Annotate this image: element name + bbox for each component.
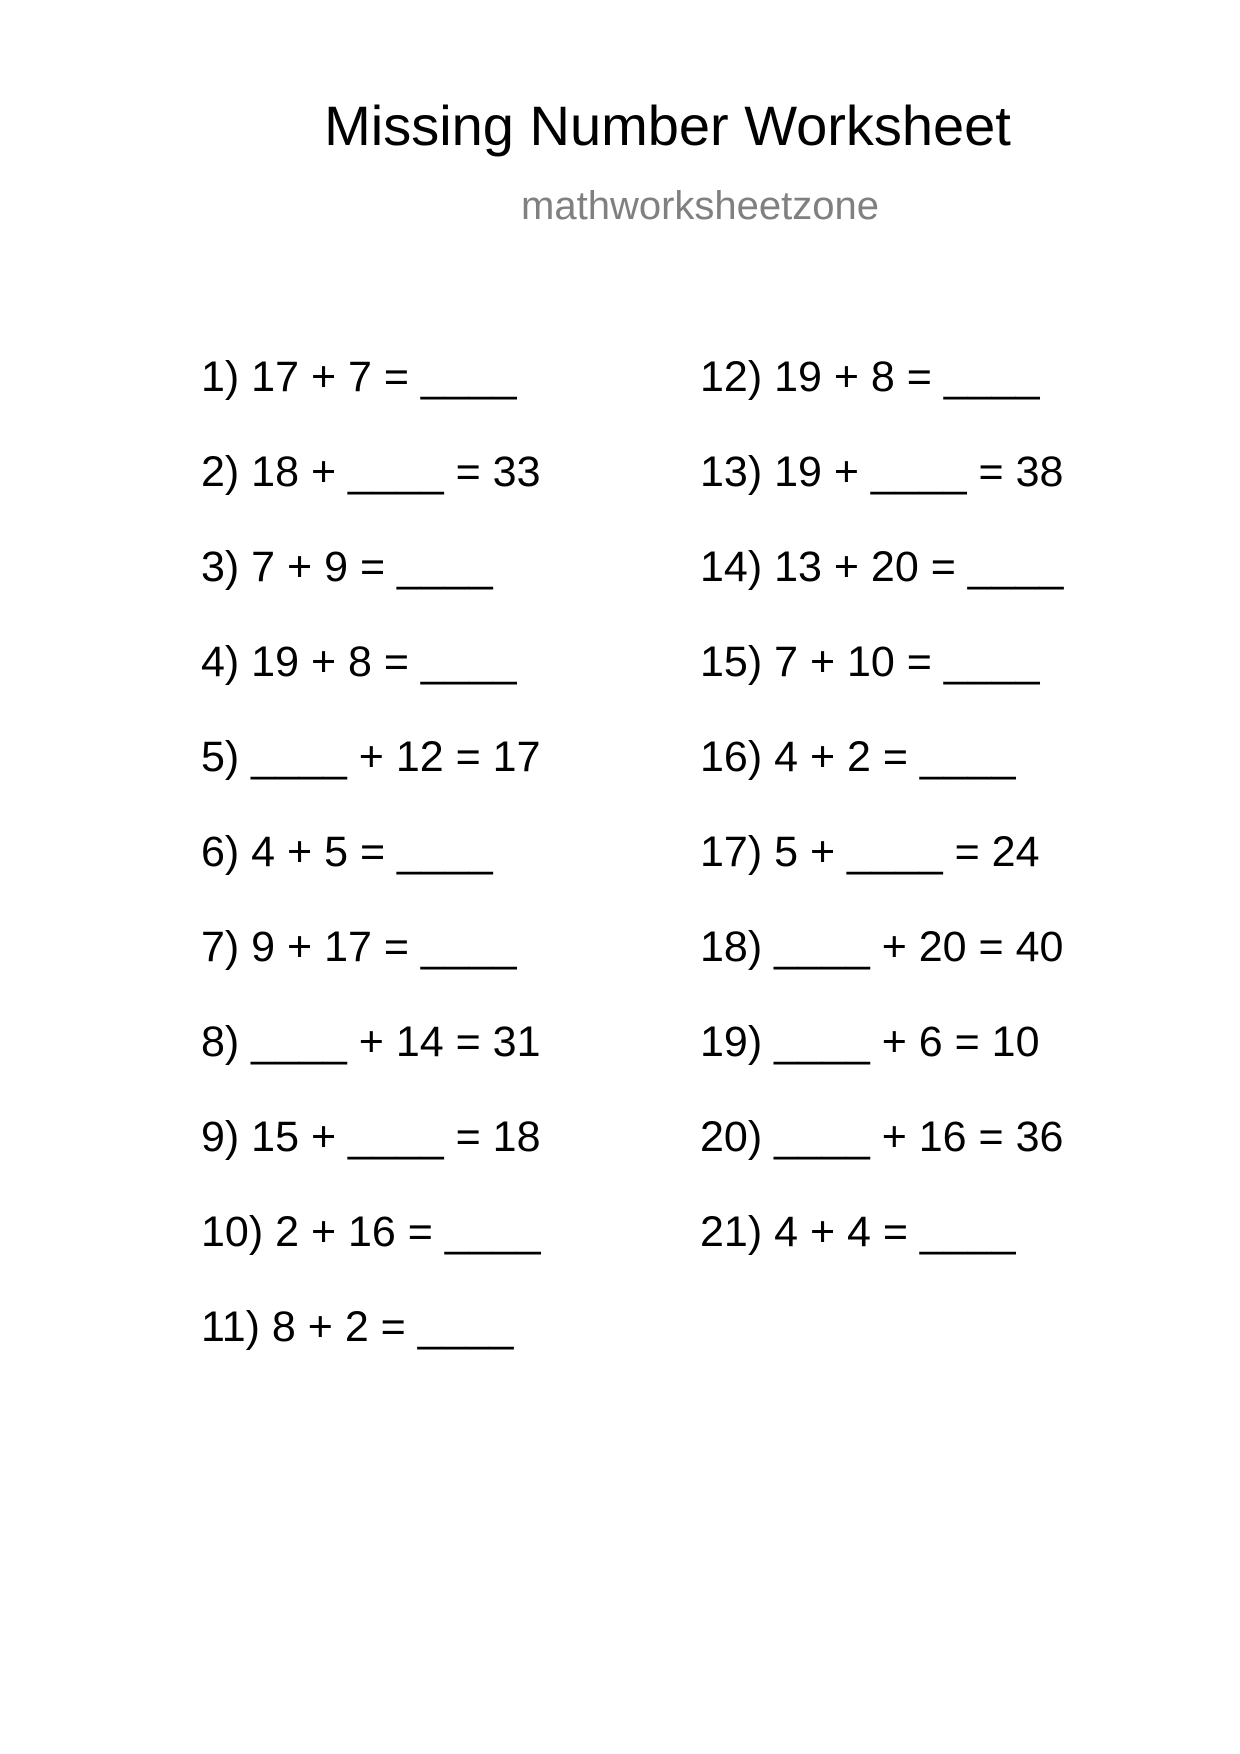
problem: 17) 5 + ____ = 24 bbox=[700, 828, 1040, 876]
problem: 13) 19 + ____ = 38 bbox=[700, 448, 1064, 496]
problem: 9) 15 + ____ = 18 bbox=[201, 1113, 541, 1161]
page-subtitle: mathworksheetzone bbox=[521, 184, 879, 228]
problem: 3) 7 + 9 = ____ bbox=[201, 543, 493, 591]
problem: 1) 17 + 7 = ____ bbox=[201, 353, 517, 401]
problem: 8) ____ + 14 = 31 bbox=[201, 1018, 541, 1066]
problem: 10) 2 + 16 = ____ bbox=[201, 1208, 541, 1256]
problem: 15) 7 + 10 = ____ bbox=[700, 638, 1040, 686]
problem-column-left bbox=[201, 353, 541, 1401]
problem-column-right bbox=[700, 353, 1064, 1306]
problem: 2) 18 + ____ = 33 bbox=[201, 448, 541, 496]
problem: 5) ____ + 12 = 17 bbox=[201, 733, 541, 781]
page-title: Missing Number Worksheet bbox=[324, 94, 1011, 157]
problem: 14) 13 + 20 = ____ bbox=[700, 543, 1064, 591]
problem: 11) 8 + 2 = ____ bbox=[201, 1303, 514, 1351]
problem: 16) 4 + 2 = ____ bbox=[700, 733, 1016, 781]
problem: 18) ____ + 20 = 40 bbox=[700, 923, 1064, 971]
problem: 19) ____ + 6 = 10 bbox=[700, 1018, 1040, 1066]
problem: 6) 4 + 5 = ____ bbox=[201, 828, 493, 876]
problem: 12) 19 + 8 = ____ bbox=[700, 353, 1040, 401]
problem: 7) 9 + 17 = ____ bbox=[201, 923, 517, 971]
problem: 21) 4 + 4 = ____ bbox=[700, 1208, 1016, 1256]
problem: 20) ____ + 16 = 36 bbox=[700, 1113, 1064, 1161]
problem: 4) 19 + 8 = ____ bbox=[201, 638, 517, 686]
